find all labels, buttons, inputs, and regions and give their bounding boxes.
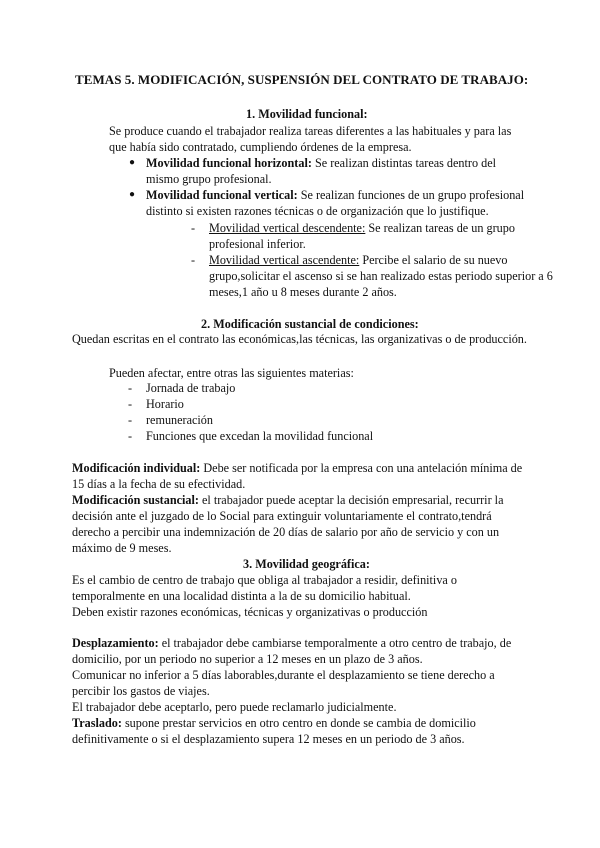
section-1-heading: 1. Movilidad funcional: (246, 107, 368, 121)
list-item: Horario (146, 397, 184, 411)
section-2-heading: 2. Modificación sustancial de condiciones: (201, 317, 419, 331)
mod-sustancial-label: Modificación sustancial: (72, 493, 199, 507)
sub-descendente-label: Movilidad vertical descendente: (209, 221, 366, 235)
bullet-vertical-text: Se realizan funciones de un grupo profesional (297, 188, 525, 202)
aceptar-line: El trabajador debe aceptarlo, pero puede reclamarlo judicialmente. (72, 700, 397, 714)
bullet-horizontal-label: Movilidad funcional horizontal: (146, 156, 312, 170)
desplazamiento-cont: domicilio, por un periodo no superior a 12 meses en un plazo de 3 años. (72, 652, 423, 666)
list-item: remuneración (146, 413, 213, 427)
sub-ascendente-cont-1: grupo,solicitar el ascenso si se han realizado estas periodo superior a 6 (209, 269, 553, 283)
s1-intro-line-2: que había sido contratado, cumpliendo órdenes de la empresa. (109, 140, 412, 154)
sub-descendente-text: Se realizan tareas de un grupo (365, 221, 515, 235)
bullet-horizontal (146, 155, 496, 171)
list-item: Jornada de trabajo (146, 381, 236, 395)
desplazamiento (72, 635, 511, 651)
dash-marker: - (128, 397, 133, 411)
mod-individual-label: Modificación individual: (72, 461, 201, 475)
sub-descendente (209, 220, 515, 236)
sub-ascendente-label: Movilidad vertical ascendente: (209, 253, 360, 267)
bullet-dot-icon: ● (129, 157, 136, 168)
sub-ascendente (209, 252, 508, 268)
dash-marker: - (191, 253, 196, 267)
s3-line-3: Deben existir razones económicas, técnicas y organizativas o producción (72, 605, 428, 619)
dash-marker: - (191, 221, 196, 235)
sub-descendente-cont: profesional inferior. (209, 237, 306, 251)
traslado-text: supone prestar servicios en otro centro en donde se cambia de domicilio (121, 716, 476, 730)
section-3-heading: 3. Movilidad geográfica: (243, 557, 370, 571)
bullet-horizontal-text: Se realizan distintas tareas dentro del (311, 156, 497, 170)
list-item: Funciones que excedan la movilidad funcional (146, 429, 374, 443)
s3-line-1: Es el cambio de centro de trabajo que obliga al trabajador a residir, definitiva o (72, 573, 457, 587)
comunicar-line-1: Comunicar no inferior a 5 días laborables,durante el desplazamiento se tiene derecho a (72, 668, 495, 682)
bullet-vertical (146, 187, 524, 203)
desplazamiento-label: Desplazamiento: (72, 636, 159, 650)
mod-individual-cont: 15 días a la fecha de su efectividad. (72, 477, 246, 491)
dash-marker: - (128, 429, 133, 443)
mod-individual (72, 460, 522, 476)
traslado (72, 715, 476, 731)
bullet-horizontal-cont: mismo grupo profesional. (146, 172, 272, 186)
mod-sustancial-cont-1: decisión ante el juzgado de lo Social para extinguir voluntariamente el contrato,tendrá (72, 509, 492, 523)
dash-marker: - (128, 381, 133, 395)
bullet-vertical-label: Movilidad funcional vertical: (146, 188, 298, 202)
s3-line-2: temporalmente en una localidad distinta a la de su domicilio habitual. (72, 589, 411, 603)
s2-intro: Quedan escritas en el contrato las económicas,las técnicas, las organizativas o de producción. (72, 332, 527, 346)
page-title: TEMAS 5. MODIFICACIÓN, SUSPENSIÓN DEL CONTRATO DE TRABAJO: (75, 72, 529, 87)
bullet-dot-icon: ● (129, 189, 136, 200)
desplazamiento-text: el trabajador debe cambiarse temporalmente a otro centro de trabajo, de (158, 636, 512, 650)
bullet-vertical-cont: distinto si existen razones técnicas o de organización que lo justifique. (146, 204, 489, 218)
dash-marker: - (128, 413, 133, 427)
traslado-cont: definitivamente o si el desplazamiento supera 12 meses en un periodo de 3 años. (72, 732, 465, 746)
s1-intro-line-1: Se produce cuando el trabajador realiza tareas diferentes a las habituales y para las (109, 124, 512, 138)
sub-ascendente-text: Percibe el salario de su nuevo (359, 253, 508, 267)
mod-sustancial-cont-3: máximo de 9 meses. (72, 541, 172, 555)
s2-affect: Pueden afectar, entre otras las siguientes materias: (109, 366, 354, 380)
mod-sustancial-cont-2: derecho a percibir una indemnización de 20 días de salario por año de servicio y con un (72, 525, 500, 539)
comunicar-line-2: percibir los gastos de viajes. (72, 684, 210, 698)
sub-ascendente-cont-2: meses,1 año u 8 meses durante 2 años. (209, 285, 397, 299)
mod-sustancial (72, 492, 503, 508)
mod-individual-text: Debe ser notificada por la empresa con una antelación mínima de (200, 461, 523, 475)
traslado-label: Traslado: (72, 716, 122, 730)
mod-sustancial-text: el trabajador puede aceptar la decisión empresarial, recurrir la (198, 493, 504, 507)
